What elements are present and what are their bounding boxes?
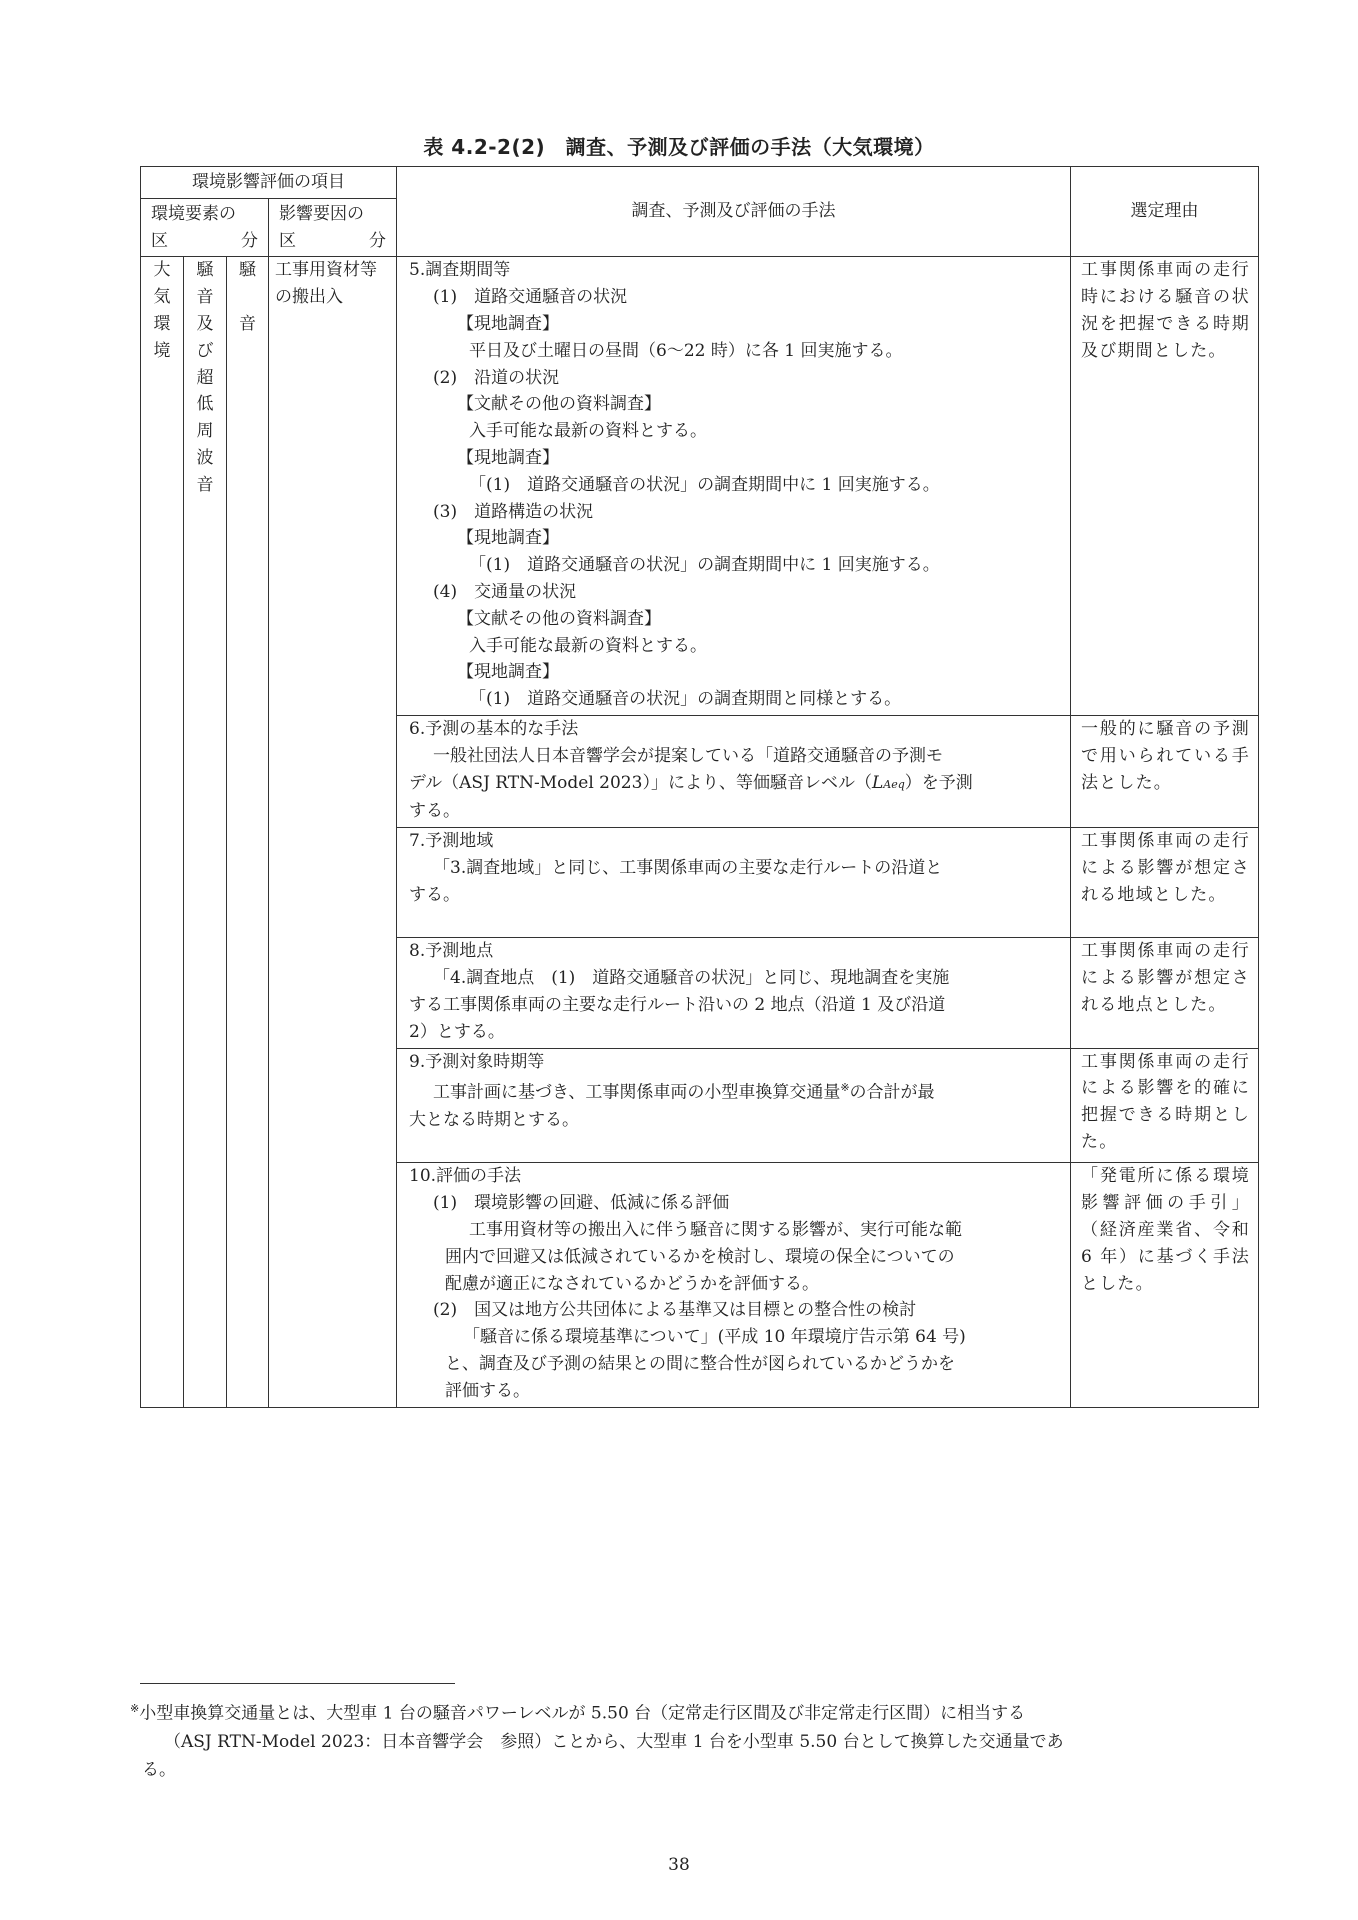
header-item: 環境影響評価の項目 (141, 167, 397, 199)
footnote-line1: ※小型車換算交通量とは、大型車 1 台の騒音パワーレベルが 5.50 台（定常走行区間及び非定常走行区間）に相当する (130, 1702, 1026, 1724)
page-number: 38 (668, 1855, 690, 1875)
header-factor-line1: 影響要因の (279, 203, 364, 224)
reason-cell-prediction-points: 工事関係車両の走行による影響が想定される地点とした。 (1071, 938, 1259, 1048)
method-cell-prediction-method: 6.予測の基本的な手法 一般社団法人日本音響学会が提案している「道路交通騒音の予測モ デル（ASJ RTN-Model 2023）」により、等価騒音レベル（LAeq）を予測 する。 (397, 715, 1071, 827)
impact-factor-cell: 工事用資材等の搬出入 (269, 257, 397, 1407)
method-cell-survey-period: 5.調査期間等 (1) 道路交通騒音の状況 【現地調査】 平日及び土曜日の昼間（6～22 時）に各 1 回実施する。 (2) 沿道の状況 【文献その他の資料調査】 入手可能な最新の資料とする。 【現地調査】 「(1) 道路交通騒音の状況」の調査期間中に 1 回実施する。 (3) 道路構造の状況 【現地調査】 「(1) 道路交通騒音の状況」の調査期間中に 1 回実施する。 (4) 交通量の状況 【文献その他の資料調査】 入手可能な最新の資料とする。 【現地調査】 「(1) 道路交通騒音の状況」の調査期間と同様とする。 (397, 257, 1071, 716)
page-title: 表 4.2-2(2) 調査、予測及び評価の手法（大気環境） (423, 135, 935, 159)
method-table (140, 166, 1259, 1408)
footnote-divider (140, 1683, 455, 1684)
reason-cell-survey-period: 工事関係車両の走行時における騒音の状況を把握できる時期及び期間とした。 (1071, 257, 1259, 716)
env-subelement-cell: 騒 音 (227, 257, 269, 1407)
header-method: 調査、予測及び評価の手法 (397, 167, 1071, 257)
prediction-method-line3: デル（ASJ RTN-Model 2023）」により、等価騒音レベル（LAeq）を予測 (409, 772, 973, 793)
header-element (141, 198, 269, 257)
header-element-line1: 環境要素の (151, 203, 236, 224)
footnote-ref-mark: ※ (840, 1081, 850, 1095)
footnote-line3: る。 (142, 1759, 176, 1780)
method-cell-prediction-points: 8.予測地点 「4.調査地点 (1) 道路交通騒音の状況」と同じ、現地調査を実施 する工事関係車両の主要な走行ルート沿いの 2 地点（沿道 1 及び沿道 2）とする。 (397, 938, 1071, 1048)
method-cell-prediction-period: 9.予測対象時期等 工事計画に基づき、工事関係車両の小型車換算交通量※の合計が最 大となる時期とする。 (397, 1048, 1071, 1163)
header-element-line2: 区 分 (151, 230, 258, 251)
footnote (130, 1695, 1250, 1784)
footnote-line2: （ASJ RTN-Model 2023：日本音響学会 参照）ことから、大型車 1 台を小型車 5.50 台として換算した交通量であ (164, 1731, 1064, 1752)
header-factor (269, 198, 397, 257)
env-category-cell: 大 気 環 境 (141, 257, 184, 1407)
reason-cell-prediction-method: 一般的に騒音の予測で用いられている手法とした。 (1071, 715, 1259, 827)
env-element-cell: 騒 音 及 び 超 低 周 波 音 (184, 257, 227, 1407)
method-cell-evaluation: 10.評価の手法 (1) 環境影響の回避、低減に係る評価 工事用資材等の搬出入に伴う騒音に関する影響が、実行可能な範 囲内で回避又は低減されているかを検討し、環境の保全についての 配慮が適正になされているかどうかを評価する。 (2) 国又は地方公共団体による基準又は目標との整合性の検討 「騒音に係る環境基準について」(平成 10 年環境庁告示第 64 号) と、調査及び予測の結果との間に整合性が図られているかどうかを 評価する。 (397, 1163, 1071, 1407)
reason-cell-evaluation: 「発電所に係る環境影響評価の手引」（経済産業省、令和 6 年）に基づく手法とした。 (1071, 1163, 1259, 1407)
header-reason: 選定理由 (1071, 167, 1259, 257)
reason-cell-prediction-period: 工事関係車両の走行による影響を的確に把握できる時期とした。 (1071, 1048, 1259, 1163)
footnote-mark: ※ (130, 1702, 140, 1715)
reason-cell-prediction-area: 工事関係車両の走行による影響が想定される地域とした。 (1071, 828, 1259, 938)
method-cell-prediction-area: 7.予測地域 「3.調査地域」と同じ、工事関係車両の主要な走行ルートの沿道と する。 (397, 828, 1071, 938)
header-factor-line2: 区 分 (279, 230, 386, 251)
prediction-period-line2: 工事計画に基づき、工事関係車両の小型車換算交通量※の合計が最 (433, 1081, 935, 1103)
